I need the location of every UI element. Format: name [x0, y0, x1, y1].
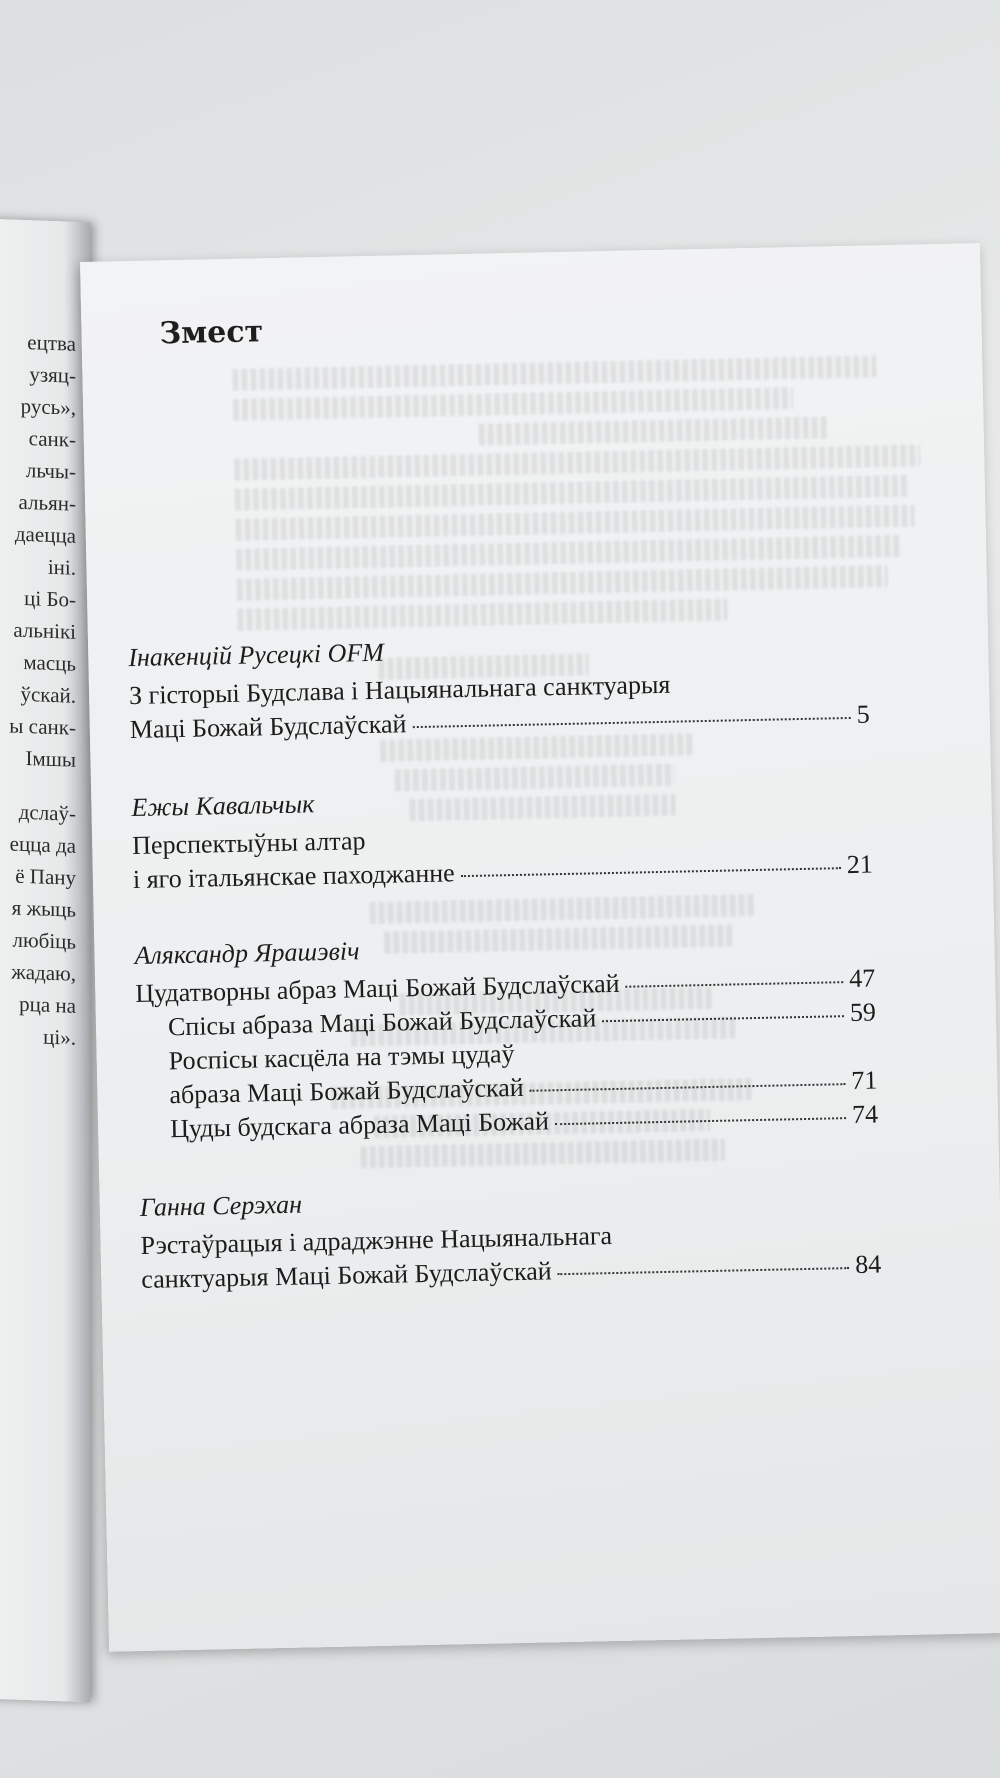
- toc-entry-title: Цуды будскага абраза Маці Божай: [169, 1106, 550, 1144]
- toc-author: Аляксандр Ярашэвіч: [134, 936, 360, 971]
- toc-leader-dots: [412, 717, 850, 728]
- toc-leader-dots: [530, 1083, 846, 1092]
- left-page-line: масць: [23, 649, 76, 676]
- toc-page-number: 59: [849, 997, 877, 1028]
- left-page-line: іні.: [47, 554, 76, 580]
- toc-leader-dots: [461, 867, 841, 877]
- toc-page-number: 74: [851, 1099, 879, 1130]
- toc-section: [131, 776, 873, 897]
- left-page-line: Імшы: [25, 746, 76, 772]
- toc-entry-title: Спісы абраза Маці Божай Будслаўскай: [167, 1003, 597, 1042]
- toc-section: [139, 1175, 881, 1296]
- left-page-line: рца на: [19, 991, 76, 1018]
- toc-page-number: 5: [856, 699, 870, 729]
- toc-entry-title: абраза Маці Божай Будслаўскай: [169, 1072, 524, 1110]
- left-page-line: санк-: [28, 426, 76, 452]
- left-page-line: дслаў-: [18, 799, 76, 826]
- toc-title-line: Перспектыўны алтар: [131, 826, 366, 861]
- toc-heading: Змест: [159, 314, 264, 352]
- right-page: [80, 243, 1000, 1652]
- toc-title-line: Роспісы касцёла на тэмы цудаў: [168, 1039, 515, 1076]
- toc-section: [134, 924, 878, 1147]
- left-page-line: ы санк-: [9, 713, 76, 740]
- left-page: [0, 218, 90, 1703]
- left-page-line: альнікі: [13, 617, 76, 644]
- toc-entry-title: Маці Божай Будслаўскай: [129, 709, 407, 745]
- toc-author: Ежы Кавальчык: [131, 789, 315, 823]
- toc-leader-dots: [602, 1015, 844, 1022]
- toc-title-line: З гісторыі Будслава і Нацыянальнага санктуарыя: [128, 669, 671, 711]
- toc-page-number: 47: [848, 963, 876, 994]
- left-page-line: ё Пану: [15, 863, 76, 890]
- toc-entry-title: Цудатворны абраз Маці Божай Будслаўскай: [135, 968, 620, 1008]
- left-page-line: даецца: [14, 521, 76, 548]
- left-page-line: русь»,: [20, 393, 76, 420]
- toc-leader-dots: [626, 981, 844, 988]
- left-page-line: я жыць: [11, 895, 76, 922]
- toc-page-number: 71: [851, 1065, 878, 1096]
- toc-leader-dots: [558, 1267, 850, 1275]
- toc-page-number: 21: [846, 849, 874, 880]
- toc-author: Ганна Серэхан: [139, 1189, 303, 1222]
- toc-entry-title: санктуарыя Маці Божай Будслаўскай: [141, 1256, 552, 1294]
- left-page-line: жадаю,: [11, 959, 76, 986]
- left-page-line: альян-: [18, 489, 76, 516]
- toc-leader-dots: [555, 1117, 846, 1125]
- left-page-line: ўскай.: [20, 681, 76, 708]
- left-page-line: ецца да: [9, 831, 76, 858]
- toc-section: [128, 626, 870, 747]
- left-page-line: ці Бо-: [24, 585, 76, 612]
- left-page-line: льчы-: [25, 458, 76, 484]
- left-page-line: ці».: [43, 1024, 76, 1050]
- toc-page-number: 84: [854, 1249, 882, 1279]
- left-page-line: ецтва: [27, 330, 76, 356]
- left-page-line: любіць: [12, 927, 76, 954]
- toc-title-line: Рэстаўрацыя і адраджэнне Нацыянальнага: [140, 1221, 613, 1260]
- toc-author: Інакенцій Русецкі OFM: [127, 637, 385, 673]
- left-page-line: узяц-: [29, 362, 76, 388]
- toc-entry-title: і яго італьянскае паходжанне: [132, 858, 455, 895]
